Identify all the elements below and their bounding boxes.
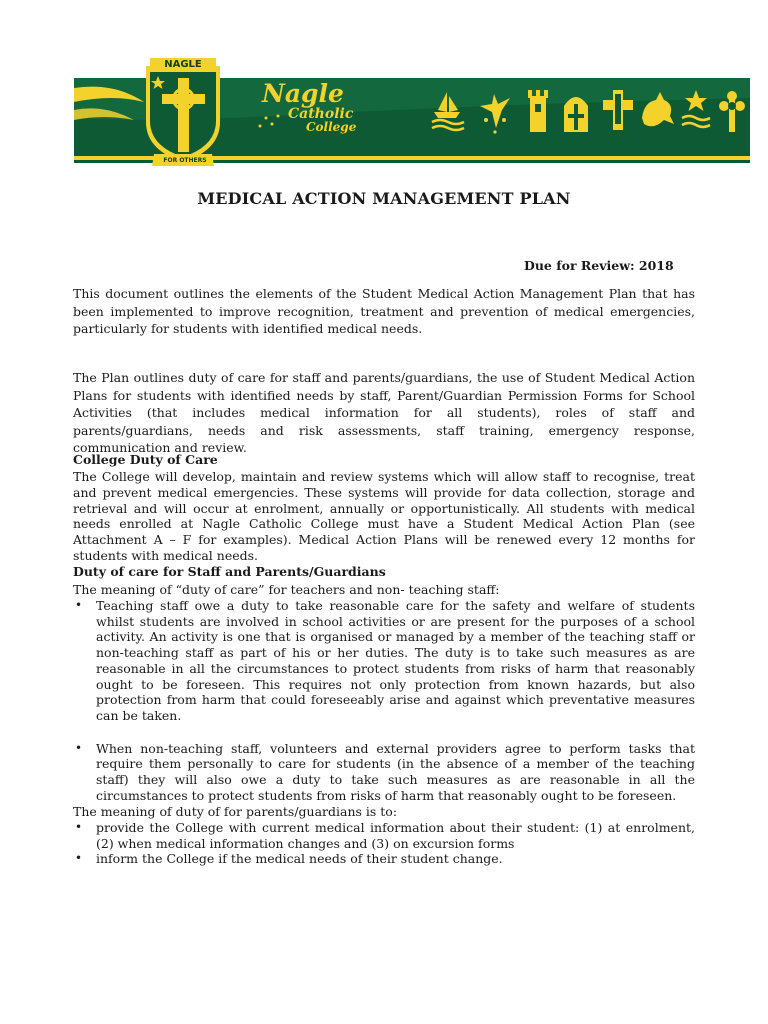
bullet-icon: • [75, 740, 83, 755]
cross-icon [603, 90, 633, 130]
list-item [73, 820, 695, 851]
college-logo-text [262, 80, 356, 134]
list-item [73, 598, 695, 724]
college-name-line2: Catholic [288, 106, 354, 122]
section-heading-duty-of-care: College Duty of Care [73, 452, 218, 467]
header-banner [74, 58, 750, 172]
emblem-row [430, 88, 750, 134]
tower-icon [528, 90, 548, 132]
review-date: Due for Review: 2018 [524, 258, 674, 273]
crest-motto: FOR OTHERS [163, 157, 207, 164]
crest-label: NAGLE [164, 59, 202, 70]
college-name-line1: Nagle [262, 79, 344, 108]
staff-duty-list [73, 598, 695, 803]
duty-of-care-paragraph: The College will develop, maintain and review systems which will allow staff to recognise, treat and prevent medical emergencies. These systems will provide for data collection, storage and retrieval and will occur at enrolment, annually or opportunistically. All students with medical needs enrolled at Nagle Catholic College must have a Student Medical Action Plan (see Attachment A – F for examples). Medical Action Plans will be renewed every 12 months for students with medical needs. [73, 469, 695, 563]
mitre-icon [564, 97, 588, 132]
dove-icon [480, 94, 510, 134]
parent-duty-list [73, 820, 695, 867]
celtic-cross-icon [719, 91, 745, 132]
list-item [73, 741, 695, 804]
document-title: MEDICAL ACTION MANAGEMENT PLAN [197, 189, 571, 208]
list-item-text: provide the College with current medical information about their student: (1) at enrolment, (2) when medical information changes and (3) on excursion forms [96, 820, 695, 851]
bullet-icon: • [75, 851, 83, 866]
parent-duty-intro: The meaning of duty of for parents/guardians is to: [73, 804, 398, 819]
dragon-icon [642, 92, 674, 126]
intro-paragraph-1: This document outlines the elements of the Student Medical Action Management Plan that has been implemented to improve recognition, treatment and prevention of medical emergencies, particularly for students with identified medical needs. [73, 286, 695, 336]
bullet-icon: • [75, 820, 83, 834]
staff-duty-intro: The meaning of “duty of care” for teachers and non- teaching staff: [73, 582, 500, 597]
list-item-text: inform the College if the medical needs of their student change. [96, 851, 503, 867]
ship-icon [432, 92, 464, 130]
intro-paragraph-2: The Plan outlines duty of care for staff and parents/guardians, the use of Student Medical Action Plans for students with identified needs by staff, Parent/Guardian Permission Forms for School Activities (that includes medical information for all students), roles of staff and parents/guardians, needs and risk assessments, staff training, emergency response, communication and review. [73, 370, 695, 455]
star-waves-icon [682, 90, 710, 127]
college-name-line3: College [306, 120, 357, 134]
list-item-text: Teaching staff owe a duty to take reasonable care for the safety and welfare of students whilst students are involved in school activities or are present for the purposes of a school activity. An activity is one that is organised or managed by a member of the teaching staff or non-teaching staff as part of his or her duties. The duty is to take such measures as are reasonable in all the circumstances to protect students from risks of harm that reasonably ought to be foreseen. This requires not only protection from known hazards, but also protection from harm that could foreseeably arise and against which preventative measures can be taken. [96, 598, 695, 723]
section-heading-staff-parents: Duty of care for Staff and Parents/Guardians [73, 564, 386, 579]
list-item-text: When non-teaching staff, volunteers and external providers agree to perform tasks that require them personally to care for students (in the absence of a member of the teaching staff) they will also owe a duty to take such measures as are reasonable in all the circumstances to protect students from risks of harm that reasonably ought to be foreseen. [96, 740, 695, 803]
list-item [73, 851, 695, 867]
bullet-icon: • [75, 598, 83, 612]
